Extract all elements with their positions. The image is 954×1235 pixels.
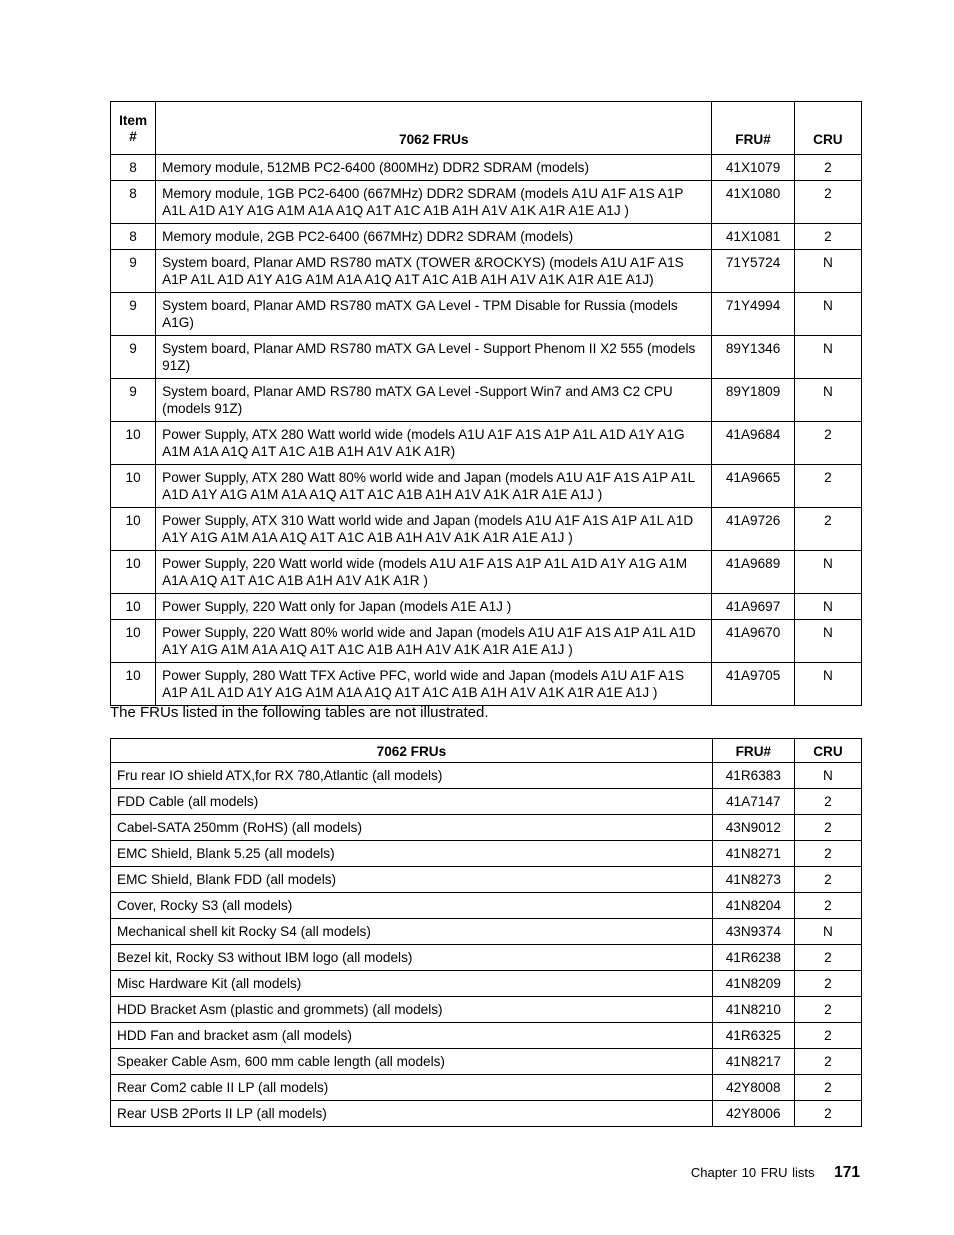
- table-row: [111, 789, 862, 815]
- fru-description: HDD Bracket Asm (plastic and grommets) (all models): [111, 997, 713, 1023]
- cru-value: 2: [794, 465, 861, 508]
- fru-number: 89Y1346: [712, 336, 794, 379]
- table-row: [111, 893, 862, 919]
- fru-description: Fru rear IO shield ATX,for RX 780,Atlantic (all models): [111, 763, 713, 789]
- fru-number: 89Y1809: [712, 379, 794, 422]
- cru-value: N: [794, 620, 861, 663]
- table-row: [111, 1075, 862, 1101]
- fru-description: Cover, Rocky S3 (all models): [111, 893, 713, 919]
- fru-description: System board, Planar AMD RS780 mATX GA Level - Support Phenom II X2 555 (models 91Z): [156, 336, 712, 379]
- cru-value: 2: [794, 181, 861, 224]
- cru-value: N: [794, 379, 861, 422]
- fru-number: 41N8271: [712, 841, 794, 867]
- table-header-row: [111, 739, 862, 763]
- fru-description: Rear USB 2Ports II LP (all models): [111, 1101, 713, 1127]
- fru-description: System board, Planar AMD RS780 mATX GA Level - TPM Disable for Russia (models A1G): [156, 293, 712, 336]
- item-number: 9: [111, 293, 156, 336]
- fru-number: 41N8210: [712, 997, 794, 1023]
- header-fru-number: FRU#: [712, 102, 794, 155]
- fru-description: Misc Hardware Kit (all models): [111, 971, 713, 997]
- fru-description: System board, Planar AMD RS780 mATX (TOWER &ROCKYS) (models A1U A1F A1S A1P A1L A1D A1Y A1G A1M A1A A1Q A1T A1C A1B A1H A1V A1K A1R A1E A1J): [156, 250, 712, 293]
- table-row: [111, 155, 862, 181]
- fru-number: 41A9670: [712, 620, 794, 663]
- fru-description: Power Supply, ATX 280 Watt world wide (models A1U A1F A1S A1P A1L A1D A1Y A1G A1M A1A A1Q A1T A1C A1B A1H A1V A1K A1R): [156, 422, 712, 465]
- cru-value: 2: [794, 997, 861, 1023]
- table-row: [111, 919, 862, 945]
- fru-number: 41X1079: [712, 155, 794, 181]
- fru-number: 41N8209: [712, 971, 794, 997]
- fru-number: 41X1080: [712, 181, 794, 224]
- fru-description: Memory module, 2GB PC2-6400 (667MHz) DDR2 SDRAM (models): [156, 224, 712, 250]
- table-row: [111, 945, 862, 971]
- table-row: [111, 250, 862, 293]
- table-row: [111, 1023, 862, 1049]
- cru-value: N: [794, 919, 861, 945]
- table-row: [111, 594, 862, 620]
- fru-number: 41X1081: [712, 224, 794, 250]
- item-number: 9: [111, 379, 156, 422]
- table-row: [111, 971, 862, 997]
- fru-number: 41R6238: [712, 945, 794, 971]
- fru-description: Power Supply, 220 Watt only for Japan (models A1E A1J ): [156, 594, 712, 620]
- table-row: [111, 379, 862, 422]
- fru-number: 41A9689: [712, 551, 794, 594]
- item-number: 8: [111, 181, 156, 224]
- cru-value: 2: [794, 422, 861, 465]
- table-row: [111, 1049, 862, 1075]
- cru-value: N: [794, 551, 861, 594]
- cru-value: 2: [794, 1101, 861, 1127]
- cru-value: 2: [794, 841, 861, 867]
- fru-number: 41N8204: [712, 893, 794, 919]
- cru-value: 2: [794, 789, 861, 815]
- cru-value: 2: [794, 155, 861, 181]
- fru-number: 71Y5724: [712, 250, 794, 293]
- fru-number: 41A9726: [712, 508, 794, 551]
- fru-table-not-illustrated: [110, 738, 862, 1127]
- fru-description: Power Supply, ATX 310 Watt world wide and Japan (models A1U A1F A1S A1P A1L A1D A1Y A1G A1M A1A A1Q A1T A1C A1B A1H A1V A1K A1R A1E A1J ): [156, 508, 712, 551]
- table-row: [111, 293, 862, 336]
- page-number: 171: [834, 1164, 860, 1181]
- page-footer: [691, 1163, 860, 1183]
- fru-description: Cabel-SATA 250mm (RoHS) (all models): [111, 815, 713, 841]
- fru-description: Power Supply, 220 Watt 80% world wide and Japan (models A1U A1F A1S A1P A1L A1D A1Y A1G A1M A1A A1Q A1T A1C A1B A1H A1V A1K A1R A1E A1J ): [156, 620, 712, 663]
- item-number: 8: [111, 224, 156, 250]
- table-row: [111, 997, 862, 1023]
- table-row: [111, 224, 862, 250]
- item-number: 10: [111, 551, 156, 594]
- header-cru: CRU: [794, 739, 861, 763]
- fru-description: Power Supply, 280 Watt TFX Active PFC, world wide and Japan (models A1U A1F A1S A1P A1L A1D A1Y A1G A1M A1A A1Q A1T A1C A1B A1H A1V A1K A1R A1E A1J ): [156, 663, 712, 706]
- header-fru-description: 7062 FRUs: [156, 102, 712, 155]
- fru-number: 41A9665: [712, 465, 794, 508]
- fru-number: 43N9374: [712, 919, 794, 945]
- cru-value: N: [794, 336, 861, 379]
- fru-number: 41A9684: [712, 422, 794, 465]
- fru-description: EMC Shield, Blank 5.25 (all models): [111, 841, 713, 867]
- fru-description: Memory module, 512MB PC2-6400 (800MHz) DDR2 SDRAM (models): [156, 155, 712, 181]
- table-row: [111, 1101, 862, 1127]
- fru-description: Memory module, 1GB PC2-6400 (667MHz) DDR2 SDRAM (models A1U A1F A1S A1P A1L A1D A1Y A1G A1M A1A A1Q A1T A1C A1B A1H A1V A1K A1R A1E A1J ): [156, 181, 712, 224]
- fru-number: 41A9705: [712, 663, 794, 706]
- fru-description: Rear Com2 cable II LP (all models): [111, 1075, 713, 1101]
- header-fru-description: 7062 FRUs: [111, 739, 713, 763]
- header-item-number: Item #: [111, 102, 156, 155]
- fru-number: 41R6325: [712, 1023, 794, 1049]
- table-row: [111, 181, 862, 224]
- table-row: [111, 336, 862, 379]
- fru-description: Power Supply, ATX 280 Watt 80% world wide and Japan (models A1U A1F A1S A1P A1L A1D A1Y A1G A1M A1A A1Q A1T A1C A1B A1H A1V A1K A1R A1E A1J ): [156, 465, 712, 508]
- table-row: [111, 465, 862, 508]
- cru-value: 2: [794, 1075, 861, 1101]
- cru-value: N: [794, 293, 861, 336]
- cru-value: 2: [794, 893, 861, 919]
- fru-number: 43N9012: [712, 815, 794, 841]
- fru-number: 41N8273: [712, 867, 794, 893]
- fru-description: System board, Planar AMD RS780 mATX GA Level -Support Win7 and AM3 C2 CPU (models 91Z): [156, 379, 712, 422]
- cru-value: 2: [794, 508, 861, 551]
- fru-number: 42Y8006: [712, 1101, 794, 1127]
- fru-number: 71Y4994: [712, 293, 794, 336]
- cru-value: N: [794, 663, 861, 706]
- table-row: [111, 763, 862, 789]
- chapter-label: Chapter 10 FRU lists: [690, 1165, 815, 1180]
- item-number: 10: [111, 465, 156, 508]
- cru-value: 2: [794, 867, 861, 893]
- table-row: [111, 620, 862, 663]
- header-cru: CRU: [794, 102, 861, 155]
- table-row: [111, 867, 862, 893]
- cru-value: 2: [794, 815, 861, 841]
- item-number: 9: [111, 336, 156, 379]
- table-row: [111, 422, 862, 465]
- fru-description: Speaker Cable Asm, 600 mm cable length (all models): [111, 1049, 713, 1075]
- item-number: 10: [111, 594, 156, 620]
- item-number: 10: [111, 422, 156, 465]
- fru-description: HDD Fan and bracket asm (all models): [111, 1023, 713, 1049]
- cru-value: 2: [794, 1049, 861, 1075]
- fru-description: EMC Shield, Blank FDD (all models): [111, 867, 713, 893]
- fru-description: Bezel kit, Rocky S3 without IBM logo (all models): [111, 945, 713, 971]
- table-row: [111, 841, 862, 867]
- item-number: 10: [111, 663, 156, 706]
- cru-value: 2: [794, 224, 861, 250]
- fru-description: FDD Cable (all models): [111, 789, 713, 815]
- item-number: 9: [111, 250, 156, 293]
- fru-number: 41A7147: [712, 789, 794, 815]
- cru-value: 2: [794, 945, 861, 971]
- item-number: 10: [111, 620, 156, 663]
- fru-description: Power Supply, 220 Watt world wide (models A1U A1F A1S A1P A1L A1D A1Y A1G A1M A1A A1Q A1T A1C A1B A1H A1V A1K A1R ): [156, 551, 712, 594]
- table-row: [111, 508, 862, 551]
- table-row: [111, 551, 862, 594]
- table-header-row: [111, 102, 862, 155]
- item-number: 8: [111, 155, 156, 181]
- header-fru-number: FRU#: [712, 739, 794, 763]
- cru-value: N: [794, 594, 861, 620]
- cru-value: 2: [794, 971, 861, 997]
- fru-number: 41A9697: [712, 594, 794, 620]
- fru-description: Mechanical shell kit Rocky S4 (all models): [111, 919, 713, 945]
- fru-number: 41R6383: [712, 763, 794, 789]
- table-row: [111, 815, 862, 841]
- cru-value: 2: [794, 1023, 861, 1049]
- table-row: [111, 663, 862, 706]
- cru-value: N: [794, 763, 861, 789]
- cru-value: N: [794, 250, 861, 293]
- fru-table-illustrated: [110, 101, 862, 706]
- fru-number: 42Y8008: [712, 1075, 794, 1101]
- not-illustrated-note: The FRUs listed in the following tables are not illustrated.: [110, 704, 489, 721]
- item-number: 10: [111, 508, 156, 551]
- fru-number: 41N8217: [712, 1049, 794, 1075]
